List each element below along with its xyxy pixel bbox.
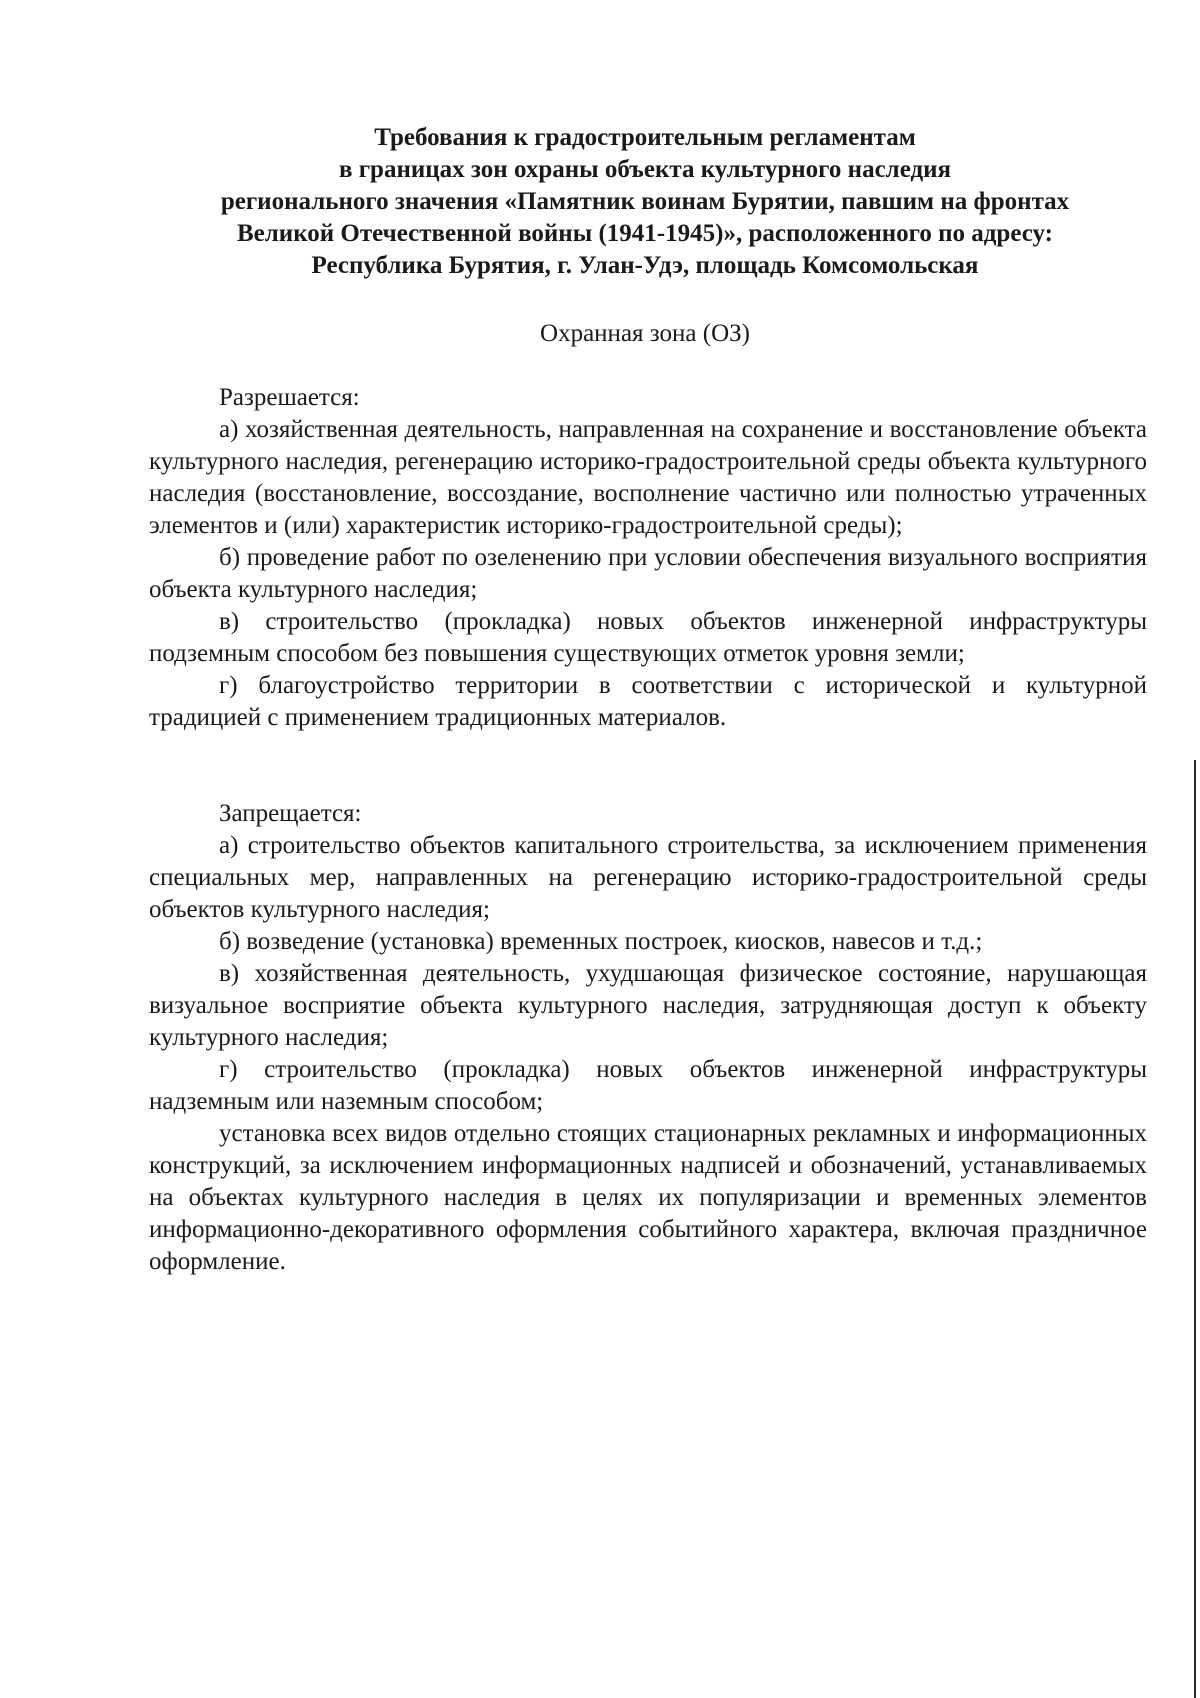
forbidden-item: г) строительство (прокладка) новых объектов инженерной инфраструктуры надземным или наземным способом; — [149, 1056, 1147, 1115]
forbidden-section — [149, 798, 1147, 1278]
title-line: в границах зон охраны объекта культурного наследия — [338, 156, 952, 183]
forbidden-heading: Запрещается: — [219, 800, 362, 827]
forbidden-item: в) хозяйственная деятельность, ухудшающая физическое состояние, нарушающая визуальное восприятие объекта культурного наследия, затрудняющая доступ к объекту культурного наследия; — [149, 960, 1147, 1051]
title-line: регионального значения «Памятник воинам Бурятии, павшим на фронтах — [220, 188, 1070, 215]
title-line: Требования к градостроительным регламентам — [374, 124, 916, 151]
title-line: Великой Отечественной войны (1941-1945)», расположенного по адресу: — [237, 220, 1053, 247]
allowed-item: б) проведение работ по озеленению при условии обеспечения визуального восприятия объекта культурного наследия; — [149, 544, 1147, 603]
forbidden-item: а) строительство объектов капитального строительства, за исключением применения специальных мер, направленных на регенерацию историко-градостроительной среды объектов культурного наследия; — [149, 832, 1147, 923]
forbidden-item: б) возведение (установка) временных построек, киосков, навесов и т.д.; — [219, 928, 983, 955]
title-line: Республика Бурятия, г. Улан-Удэ, площадь Комсомольская — [311, 252, 979, 279]
allowed-item: г) благоустройство территории в соответствии с исторической и культурной традицией с применением традиционных материалов. — [149, 672, 1147, 731]
allowed-item: в) строительство (прокладка) новых объектов инженерной инфраструктуры подземным способом без повышения существующих отметок уровня земли; — [149, 608, 1147, 667]
allowed-item: а) хозяйственная деятельность, направленная на сохранение и восстановление объекта культурного наследия, регенерацию историко-градостроительной среды объекта культурного наследия (восстановление, воссоздание, восполнение частично или полностью утраченных элементов и (или) характеристик историко-градостроительной среды); — [149, 416, 1147, 539]
forbidden-item: установка всех видов отдельно стоящих стационарных рекламных и информационных конструкций, за исключением информационных надписей и обозначений, устанавливаемых на объектах культурного наследия в целях их популяризации и временных элементов информационно-декоративного оформления событийного характера, включая праздничное оформление. — [149, 1120, 1147, 1275]
allowed-section — [149, 382, 1147, 734]
zone-name: Охранная зона (ОЗ) — [540, 320, 750, 347]
scan-edge-line — [1194, 760, 1196, 1698]
allowed-heading: Разрешается: — [219, 384, 360, 411]
document-title — [140, 122, 1150, 282]
